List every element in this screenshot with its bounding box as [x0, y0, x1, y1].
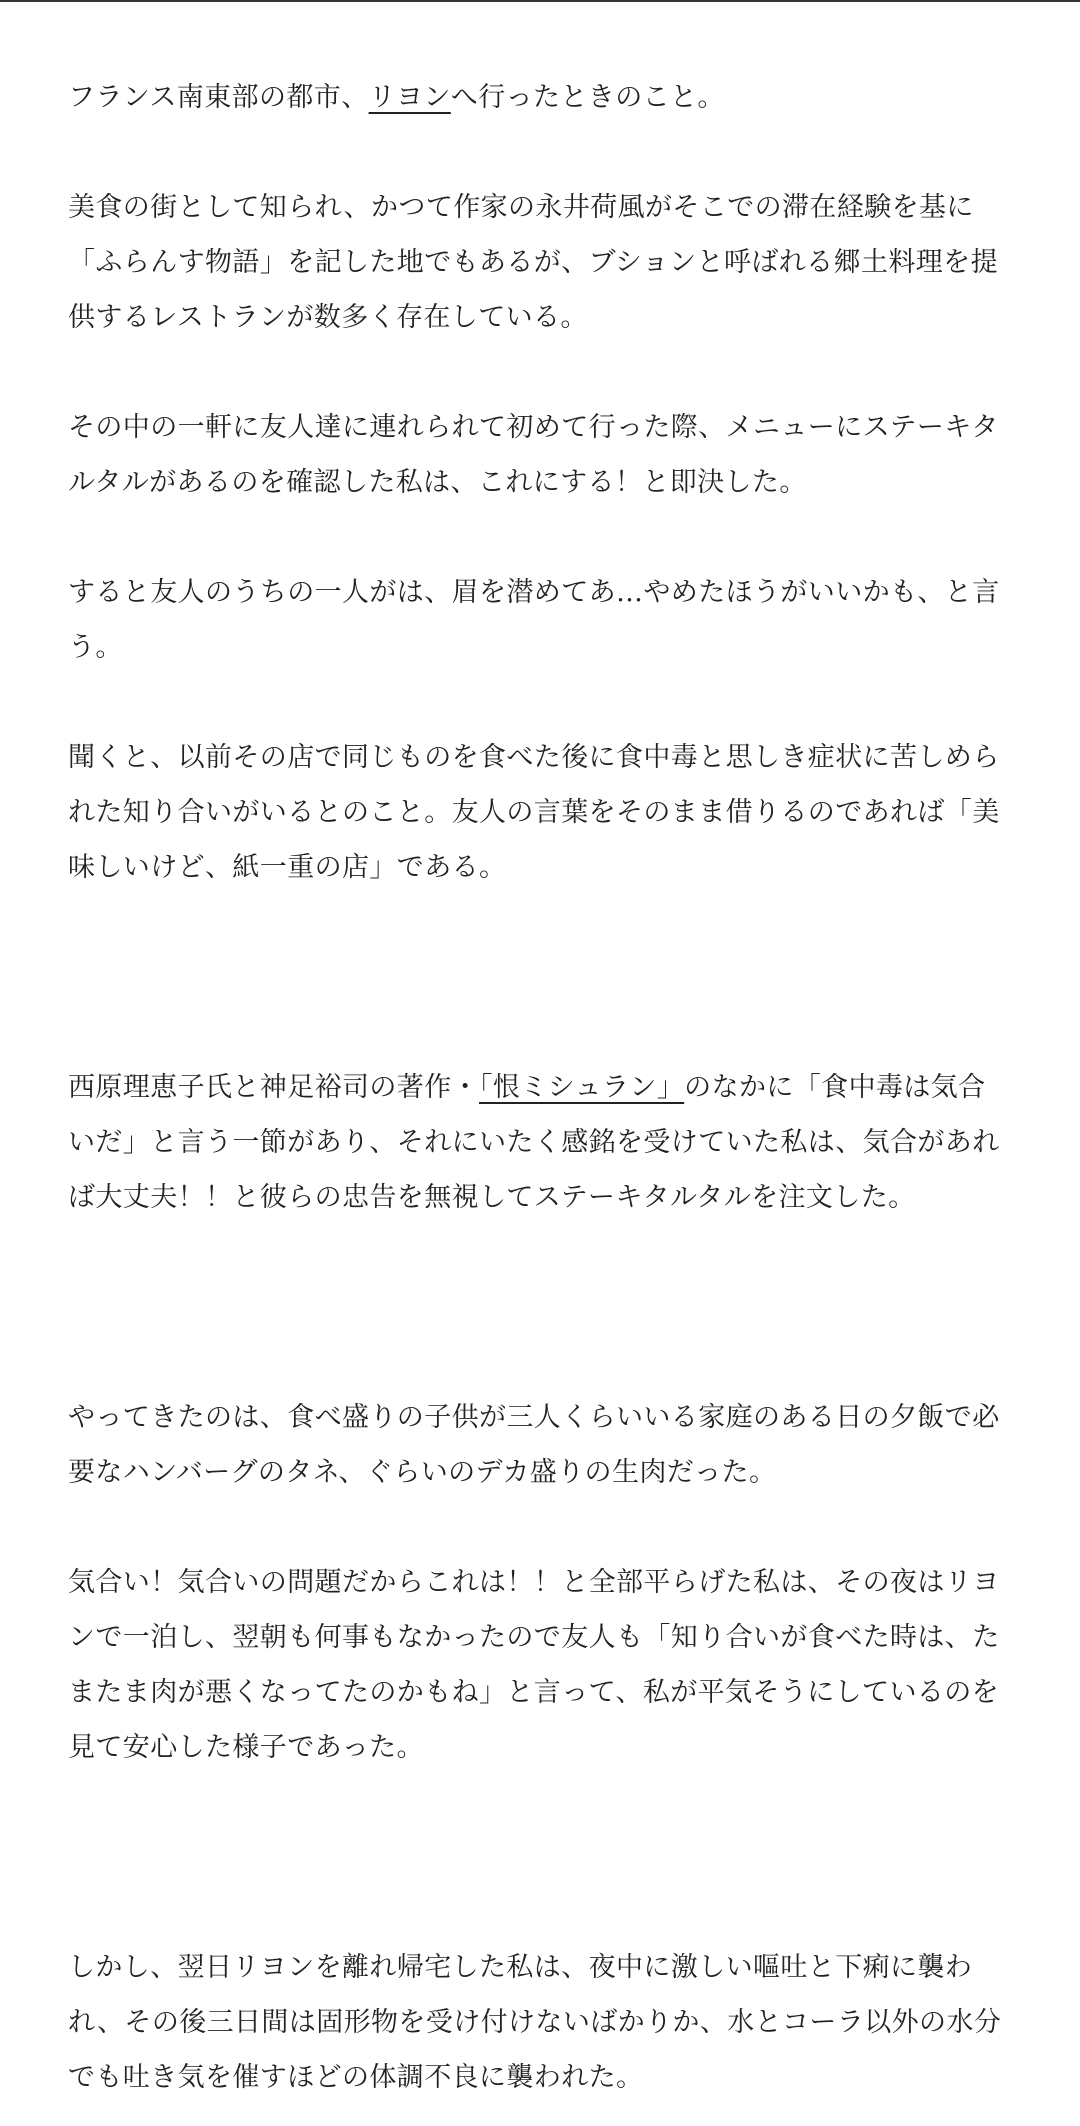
paragraph-raw-meat: やってきたのは、食べ盛りの子供が三人くらいいる家庭のある日の夕飯で必要なハンバーグのタネ、ぐらいのデカ盛りの生肉だった。 — [68, 1402, 1000, 1488]
paragraph-text: へ行ったときのこと。 — [450, 82, 725, 113]
paragraph-food-poisoning-rumor: 聞くと、以前その店で同じものを食べた後に食中毒と思しき症状に苦しめられた知り合いがいるとのこと。友人の言葉をそのまま借りるのであれば「美味しいけど、紙一重の店」である。 — [68, 742, 1000, 883]
spacer — [68, 895, 1006, 1060]
top-divider — [0, 0, 1080, 2]
spacer — [68, 345, 1006, 400]
spacer — [68, 675, 1006, 730]
spacer — [68, 125, 1006, 180]
spacer — [68, 1225, 1006, 1390]
spacer — [68, 1500, 1006, 1555]
article-body — [68, 70, 1006, 2105]
paragraph-urami-michelin — [68, 1060, 1006, 1225]
paragraph-ate-everything: 気合い！気合いの問題だからこれは！！と全部平らげた私は、その夜はリヨンで一泊し、翌朝も何事もなかったので友人も「知り合いが食べた時は、たまたま肉が悪くなってたのかもね」と言って、私が平気そうにしているのを見て安心した様子であった。 — [68, 1567, 1000, 1763]
spacer — [68, 510, 1006, 565]
urami-michelin-link[interactable]: 「恨ミシュラン」 — [479, 1072, 685, 1103]
paragraph-friend-warning: すると友人のうちの一人がは、眉を潜めてあ…やめたほうがいいかも、と言う。 — [68, 577, 1000, 663]
paragraph-text: のなかに「食中毒は気合いだ」と言う一節があり、それにいたく感銘を受けていた私は、気合があれば大丈夫！！と彼らの忠告を無視してステーキタルタルを注文した。 — [68, 1072, 1000, 1213]
spacer — [68, 1775, 1006, 1940]
paragraph-intro — [68, 70, 1006, 125]
paragraph-text: フランス南東部の都市、 — [68, 82, 369, 113]
paragraph-illness: しかし、翌日リヨンを離れ帰宅した私は、夜中に激しい嘔吐と下痢に襲われ、その後三日間は固形物を受け付けないばかりか、水とコーラ以外の水分でも吐き気を催すほどの体調不良に襲われた。 — [68, 1952, 1002, 2093]
paragraph-lyon-description: 美食の街として知られ、かつて作家の永井荷風がそこでの滞在経験を基に「ふらんす物語」を記した地でもあるが、ブションと呼ばれる郷土料理を提供するレストランが数多く存在している。 — [68, 192, 998, 333]
paragraph-text: 西原理恵子氏と神足裕司の著作・ — [68, 1072, 479, 1103]
lyon-link[interactable]: リヨン — [368, 82, 451, 113]
paragraph-ordering: その中の一軒に友人達に連れられて初めて行った際、メニューにステーキタルタルがあるのを確認した私は、これにする！と即決した。 — [68, 412, 999, 498]
